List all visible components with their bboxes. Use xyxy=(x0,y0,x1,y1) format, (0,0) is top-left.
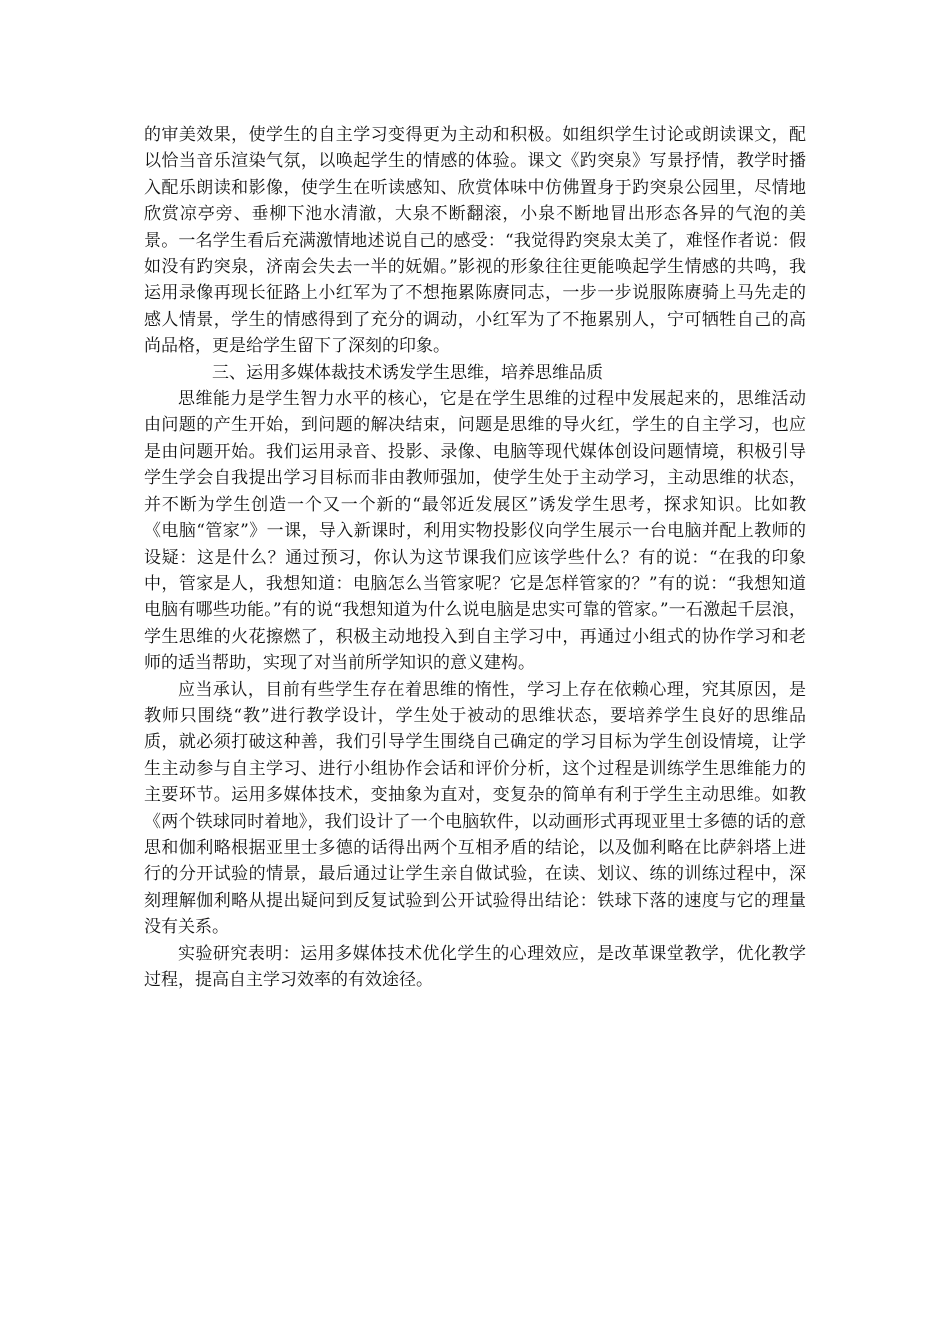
paragraph-continuation: 的审美效果，使学生的自主学习变得更为主动和积极。如组织学生讨论或朗读课文，配以恰当音乐渲染气氛，以唤起学生的情感的体验。课文《趵突泉》写景抒情，教学时播入配乐朗读和影像，使学生在听读感知、欣赏体味中仿佛置身于趵突泉公园里，尽情地欣赏凉亭旁、垂柳下池水清澈，大泉不断翻滚，小泉不断地冒出形态各异的气泡的美景。一名学生看后充满激情地述说自己的感受：“我觉得趵突泉太美了，难怪作者说：假如没有趵突泉，济南会失去一半的妩媚。”影视的形象往往更能唤起学生情感的共鸣，我运用录像再现长征路上小红军为了不想拖累陈赓同志，一步一步说服陈赓骑上马先走的感人情景，学生的情感得到了充分的调动，小红军为了不拖累别人，宁可牺牲自己的高尚品格，更是给学生留下了深刻的印象。 xyxy=(144,125,806,357)
section-heading: 三、运用多媒体裁技术诱发学生思维，培养思维品质 xyxy=(212,362,603,383)
paragraph-thinking-ability: 思维能力是学生智力水平的核心，它是在学生思维的过程中发展起来的，思维活动由问题的产生开始，到问题的解决结束，问题是思维的导火红，学生的自主学习，也应是由问题开始。我们运用录音、投影、录像、电脑等现代媒体创设问题情境，积极引导学生学会自我提出学习目标而非由教师强加，使学生处于主动学习，主动思维的状态，并不断为学生创造一个又一个新的“最邻近发展区”诱发学生思考，探求知识。比如教《电脑“管家”》一课，导入新课时，利用实物投影仪向学生展示一台电脑并配上教师的设疑：这是什么？通过预习，你认为这节课我们应该学些什么？有的说：“在我的印象中，管家是人，我想知道：电脑怎么当管家呢？它是怎样管家的？”有的说：“我想知道电脑有哪些功能。”有的说“我想知道为什么说电脑是忠实可靠的管家。”一石激起千层浪，学生思维的火花擦燃了，积极主动地投入到自主学习中，再通过小组式的协作学习和老师的适当帮助，实现了对当前所学知识的意义建构。 xyxy=(144,389,806,674)
paragraph-thinking-inertia: 应当承认，目前有些学生存在着思维的惰性，学习上存在依赖心理，究其原因，是教师只围绕“教”进行教学设计，学生处于被动的思维状态，要培养学生良好的思维品质，就必须打破这种善，我们引导学生围绕自己确定的学习目标为学生创设情境，让学生主动参与自主学习、进行小组协作会话和评价分析，这个过程是训练学生思维能力的主要环节。运用多媒体技术，变抽象为直对，变复杂的简单有利于学生主动思维。如教《两个铁球同时着地》，我们设计了一个电脑软件，以动画形式再现亚里士多德的话的意思和伽利略根据亚里士多德的话得出两个互相矛盾的结论，以及伽利略在比萨斜塔上进行的分开试验的情景，最后通过让学生亲自做试验，在读、划议、练的训练过程中，深刻理解伽利略从提出疑问到反复试验到公开试验得出结论：铁球下落的速度与它的理量没有关系。 xyxy=(144,679,806,938)
document-page xyxy=(144,122,806,993)
paragraph-conclusion: 实验研究表明：运用多媒体技术优化学生的心理效应，是改革课堂教学，优化教学过程，提高自主学习效率的有效途径。 xyxy=(144,943,806,990)
